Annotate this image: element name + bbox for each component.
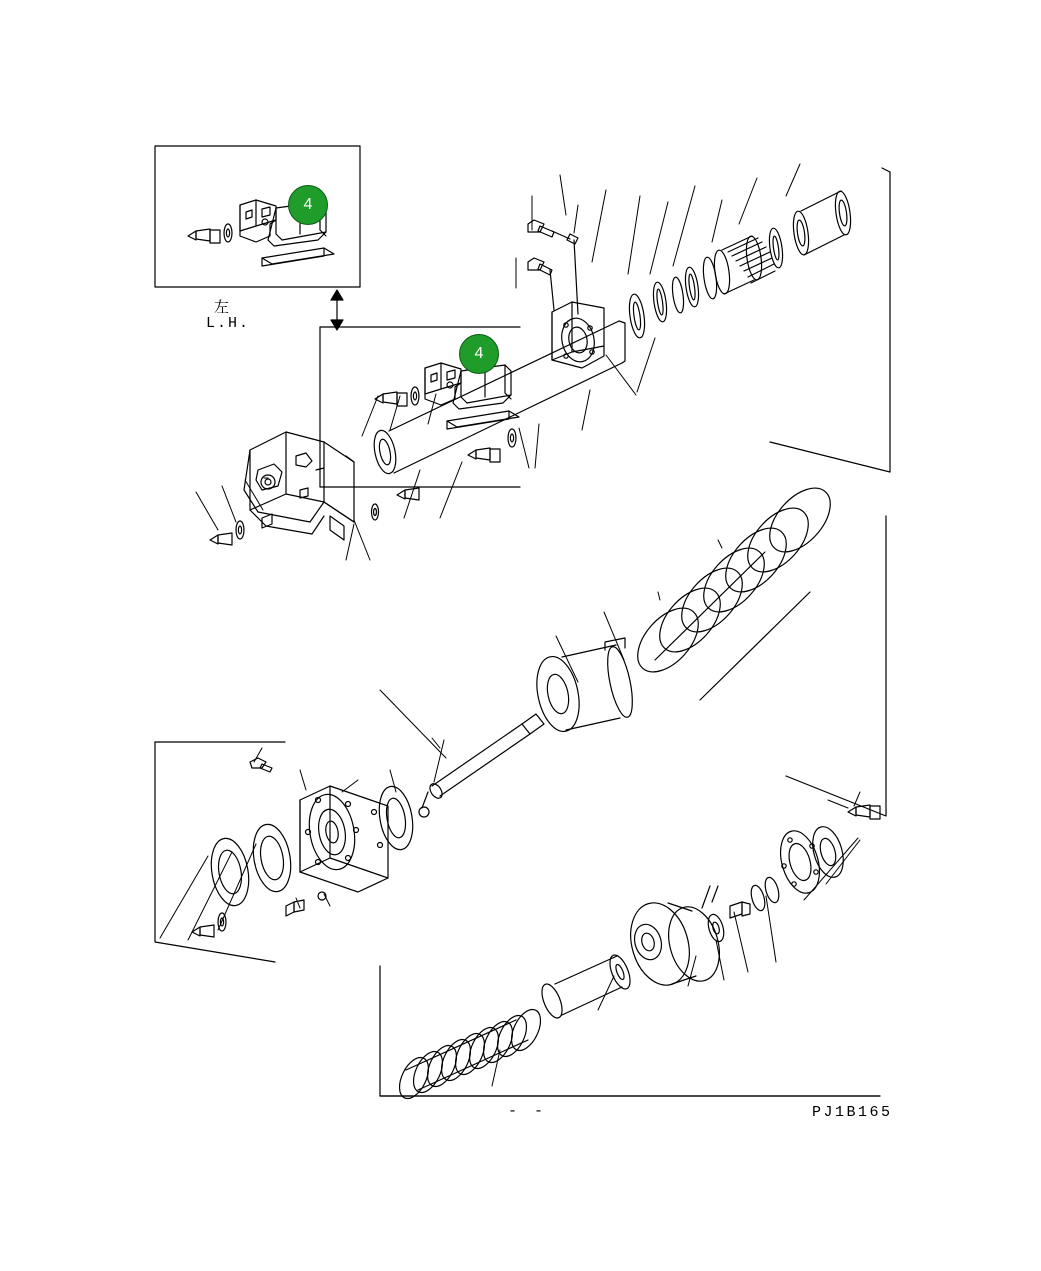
idler-hardware-stack [702,805,880,943]
upper-assembly-frame [770,168,890,472]
callout-badge-4-rh[interactable] [459,334,499,374]
rod-pin [419,792,429,817]
bushing-upper [712,235,775,295]
pin-tube-upper [791,190,853,256]
side-label-english: L.H. [206,315,251,332]
leader-lines-left-housing [196,478,370,560]
seal-rings-upper [627,256,719,338]
transfer-arrow [331,290,343,330]
side-label-japanese: 左 [214,300,231,317]
drawing-code: PJ1B165 [812,1104,893,1121]
left-housing [244,432,354,540]
center-dash-mark: - - [508,1103,548,1120]
inset-box-lh [155,146,360,287]
callout-number: 4 [474,345,484,362]
idler-wheel [622,896,728,992]
washer-ring-upper [767,227,784,268]
grease-fittings [528,220,578,314]
callout-badge-4-lh[interactable] [288,185,328,225]
leader-lines-upper [362,164,800,518]
mid-frame [155,516,886,962]
recoil-spring-large [626,477,842,700]
callout-number: 4 [303,196,313,213]
spring-tube [538,952,634,1020]
recoil-spring-small [394,1005,547,1103]
left-housing-fasteners [210,514,272,545]
